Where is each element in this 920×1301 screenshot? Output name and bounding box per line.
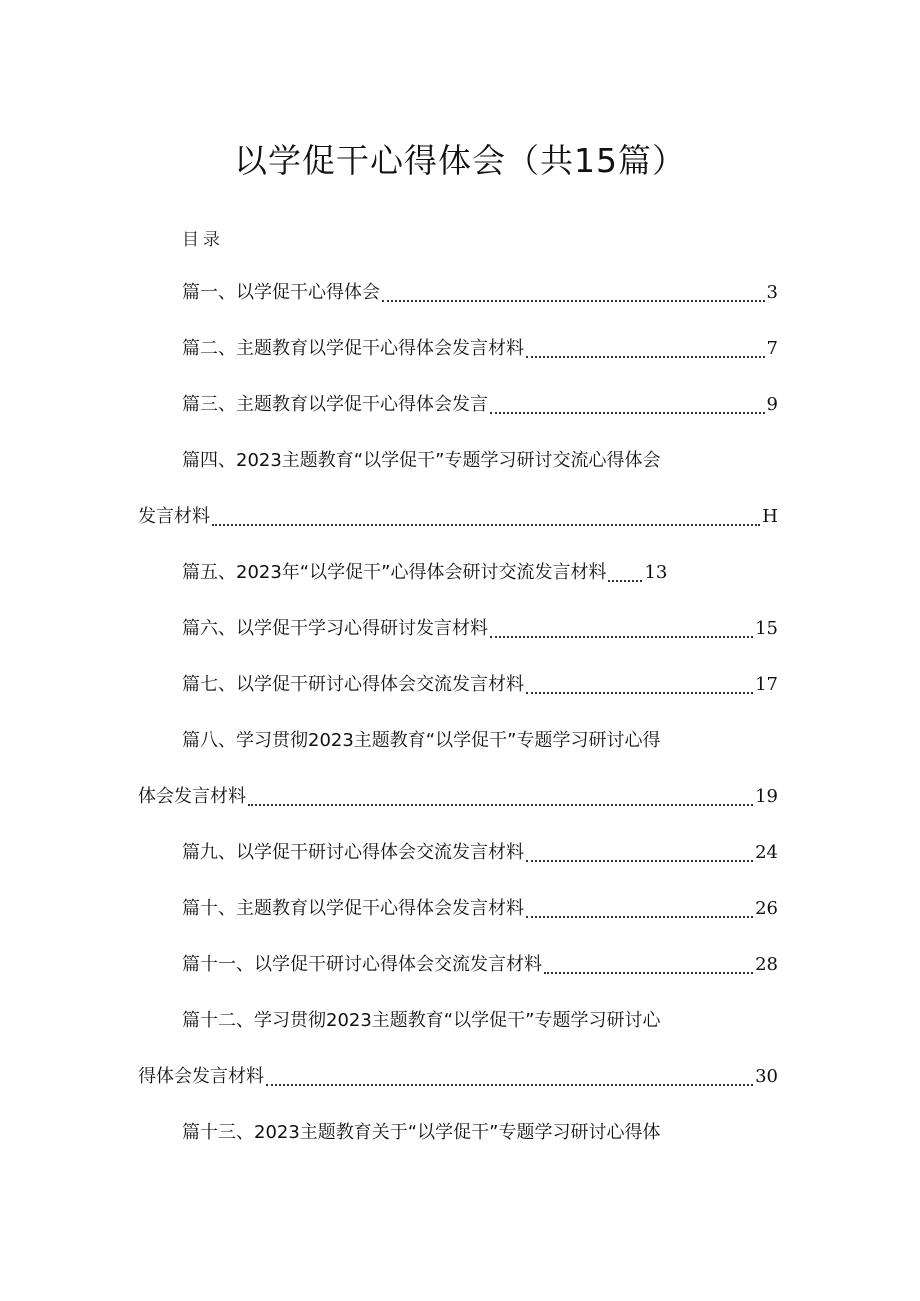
toc-entry-title: 篇十、主题教育以学促干心得体会发言材料 xyxy=(182,898,524,919)
toc-entry-continuation[interactable] xyxy=(138,500,778,534)
toc-entry-page: 28 xyxy=(755,954,778,975)
toc-entry[interactable] xyxy=(182,388,778,422)
toc-entry-title: 篇十一、以学促干研讨心得体会交流发言材料 xyxy=(182,954,542,975)
toc-entry[interactable] xyxy=(182,1116,778,1150)
toc-entry[interactable] xyxy=(182,612,778,646)
toc-entry[interactable] xyxy=(182,276,778,310)
dot-leader xyxy=(526,915,753,918)
toc-entry[interactable] xyxy=(182,1004,778,1038)
toc-entry[interactable] xyxy=(182,332,778,366)
toc-entry-title: 篇十三、2023主题教育关于“以学促干”专题学习研讨心得体 xyxy=(182,1122,661,1143)
dot-leader xyxy=(266,1083,753,1086)
dot-leader xyxy=(526,859,753,862)
toc-entry-title-cont: 得体会发言材料 xyxy=(138,1066,264,1087)
dot-leader xyxy=(526,355,765,358)
dot-leader xyxy=(526,691,753,694)
toc-entry-page: 9 xyxy=(766,394,778,415)
toc-entry[interactable] xyxy=(182,444,778,478)
toc-entry-page: 15 xyxy=(755,618,778,639)
toc-entry-continuation[interactable] xyxy=(138,1060,778,1094)
toc-entry[interactable] xyxy=(182,948,778,982)
toc-entry-page: 3 xyxy=(766,282,778,303)
toc-entry-title: 篇四、2023主题教育“以学促干”专题学习研讨交流心得体会 xyxy=(182,450,661,471)
dot-leader xyxy=(544,971,753,974)
toc-entry-title: 篇七、以学促干研讨心得体会交流发言材料 xyxy=(182,674,524,695)
toc-entry[interactable] xyxy=(182,556,778,590)
toc-entry-title: 篇三、主题教育以学促干心得体会发言 xyxy=(182,394,488,415)
toc-entry-page: 30 xyxy=(755,1066,778,1087)
toc-entry-title: 篇五、2023年“以学促干”心得体会研讨交流发言材料 xyxy=(182,562,607,583)
toc-entry-title: 篇二、主题教育以学促干心得体会发言材料 xyxy=(182,338,524,359)
dot-leader xyxy=(248,803,753,806)
toc-entry-page: 26 xyxy=(755,898,778,919)
dot-leader xyxy=(490,411,765,414)
toc-entry[interactable] xyxy=(182,668,778,702)
toc-entry[interactable] xyxy=(182,892,778,926)
toc-heading: 目录 xyxy=(182,230,224,250)
toc-entry-title: 篇一、以学促干心得体会 xyxy=(182,282,380,303)
dot-leader xyxy=(490,635,753,638)
dot-leader xyxy=(608,579,642,582)
toc-entry[interactable] xyxy=(182,836,778,870)
toc-entry-title: 篇八、学习贯彻2023主题教育“以学促干”专题学习研讨心得 xyxy=(182,730,661,751)
dot-leader xyxy=(382,299,765,302)
toc-entry-page: 7 xyxy=(766,338,778,359)
toc-entry-page: 13 xyxy=(644,562,668,583)
toc-entry-title: 篇十二、学习贯彻2023主题教育“以学促干”专题学习研讨心 xyxy=(182,1010,661,1031)
toc-entry-continuation[interactable] xyxy=(138,780,778,814)
toc-entry-page: 17 xyxy=(755,674,778,695)
toc-entry[interactable] xyxy=(182,724,778,758)
toc-entry-page: 19 xyxy=(755,786,778,807)
toc-entry-page: H xyxy=(762,506,778,527)
toc-entry-title: 篇九、以学促干研讨心得体会交流发言材料 xyxy=(182,842,524,863)
toc-entry-title-cont: 体会发言材料 xyxy=(138,786,246,807)
toc-entry-page: 24 xyxy=(755,842,778,863)
toc-entry-title: 篇六、以学促干学习心得研讨发言材料 xyxy=(182,618,488,639)
document-title: 以学促干心得体会（共15篇） xyxy=(234,141,686,180)
dot-leader xyxy=(212,523,760,526)
toc-entry-title-cont: 发言材料 xyxy=(138,506,210,527)
